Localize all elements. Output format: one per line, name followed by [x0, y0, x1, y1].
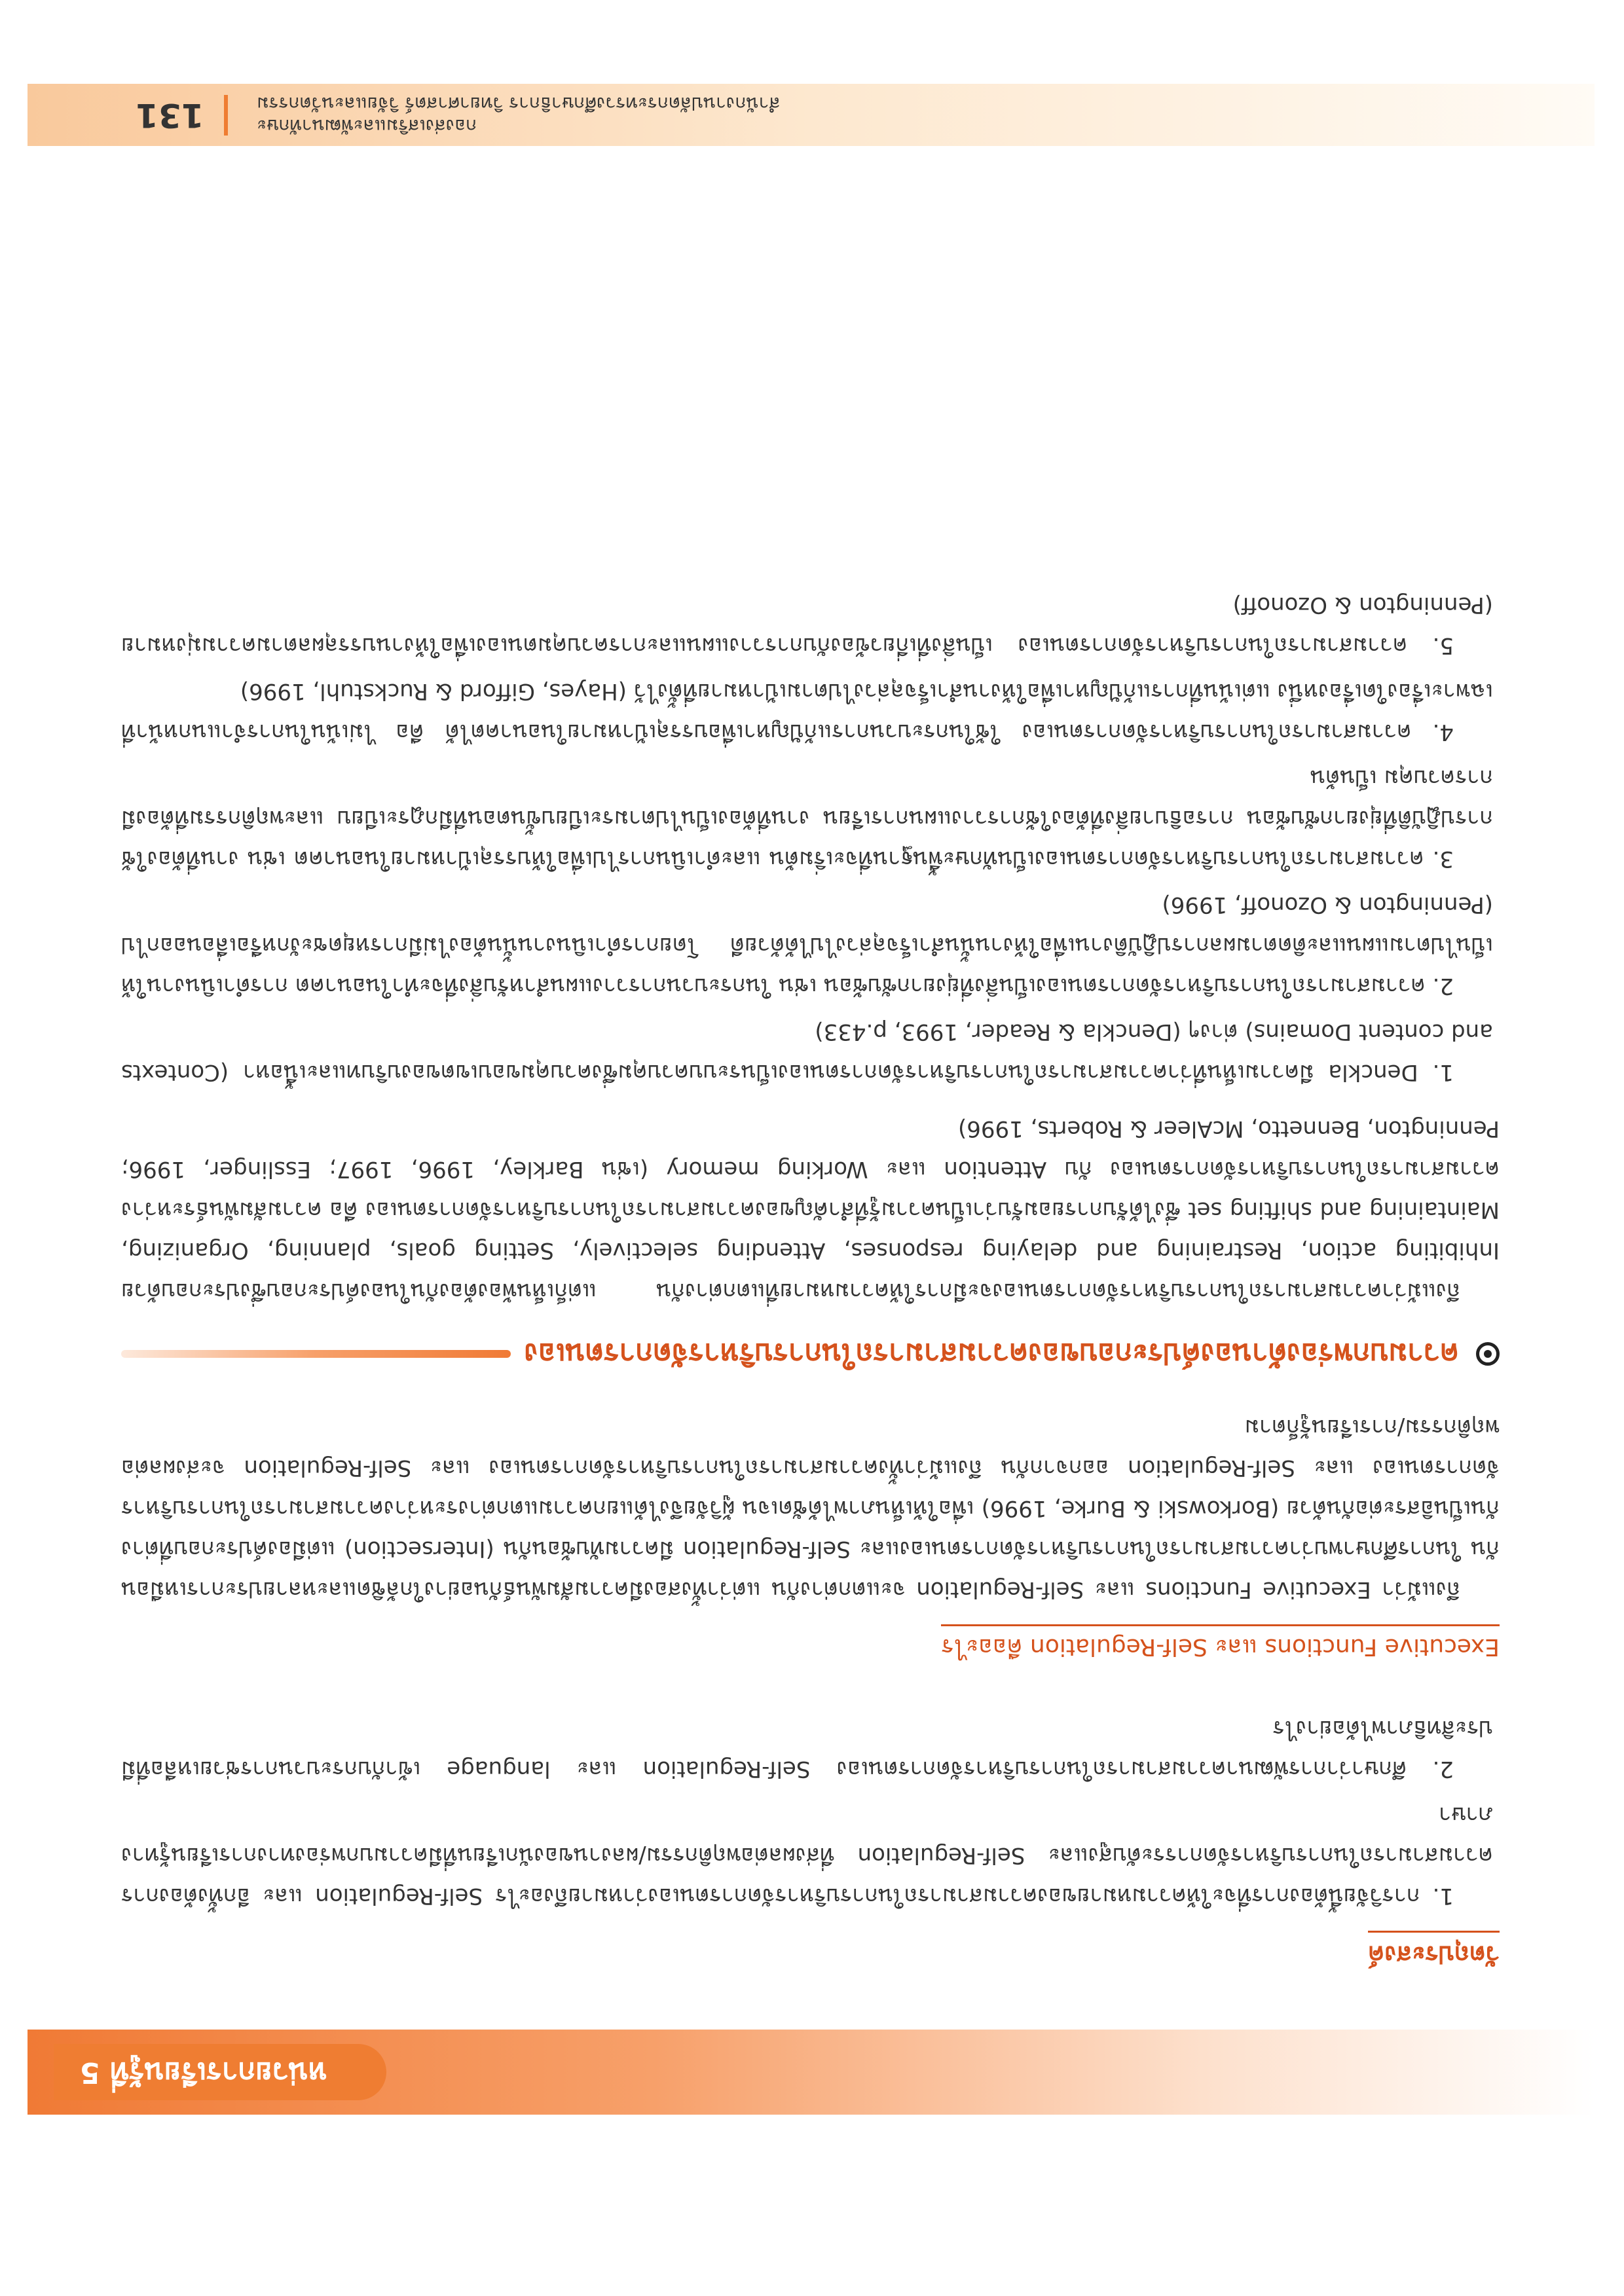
unit-title: หน่วยการเรียนรู้ที่ 5 [54, 2044, 386, 2100]
page-content [121, 562, 1500, 1975]
footer-line-2: สำนักงานปลัดกระทรวงศึกษาธิการ วิทยาศาสตร์ วิจัยและนวัตกรรม [257, 93, 781, 115]
list-item: 5. ความสามารถในการบริหารจัดการตนเอง เป็นสิ่งที่เกี่ยวข้องกับการวางแผนและการควบคุมตนเองเพื่อให้งานบรรลุผลตามความมุ่งหมาย (Pennington & Ozonoff) [121, 592, 1493, 659]
unit-banner [28, 2030, 1595, 2115]
objectives-list [121, 1708, 1500, 1916]
components-section-header [121, 1331, 1500, 1377]
list-item: 1. Denckla มีความเห็นที่ว่าความสามารถในการบริหารจัดการตนเองเป็นระบบควบคุมซึ่งควบคุมขอบเขตของบริบทและเนื้อหา (Contexts and content Domains) ต่างๆ (Denckla & Reader, 1993, p.433) [121, 1019, 1493, 1085]
components-list [121, 585, 1500, 1093]
footer-divider [224, 95, 228, 136]
footer-band [28, 84, 1595, 146]
objectives-heading: วัตถุประสงค์ [1368, 1931, 1500, 1975]
list-item: 2. ศึกษาว่าการพัฒนาความสามารถในการบริหารจัดการตนเอง Self-Regulation และ language เข้ากับกระบวนการช่วยเหลือที่มีประสิทธิภาพได้อย่างไร [121, 1715, 1493, 1782]
list-item: 1. การวิจัยนี้ต้องการที่จะให้ความหมายของความสามารถในการบริหารจัดการตนเองว่าหมายถึงอะไร Self-Regulation และ อีกทั้งต้องการความสามารถในการบริหารจัดการระดับสูงและ Self-Regulation ที่ส่งผลต่อพฤติกรรม/ผลงานของนักเรียนที่มีความบกพร่องทางการเรียนรู้ทางภาษา [121, 1802, 1493, 1909]
components-paragraph: ถึงแม้ว่าความสามารถในการบริหารจัดการตนเองจะมีการให้ความหมายที่แตกต่างกัน แต่ก็เห็นพ้องต้องกันในองค์ประกอบซึ่งประกอบด้วย Inhibiting action, Restraining and delaying responses, Attending selectively, Setting goals, planning, Organizing, Maintaining and shifting set ซึ่งได้รับการยอมรับว่าเป็นความรู้ที่สำคัญของความสามารถในการบริหารจัดการตนเอง คือ ความสัมพันธ์ระหว่างความสามารถในการบริหารจัดการตนเอง กับ Attention และ Working memory (เช่น Barkley, 1996, 1997; Esslinger, 1996; Pennington, Bennetto, McAleer & Roberts, 1996) [121, 1116, 1500, 1304]
target-bullet-icon [1476, 1342, 1500, 1366]
ef-subheading: Executive Functions และ Self-Regulation คืออะไร [941, 1624, 1500, 1666]
ef-paragraph: ถึงแม้ว่า Executive Functions และ Self-Regulation จะแตกต่างกัน แต่ว่าทั้งสองมีความสัมพันธ์กันอย่างใกล้ชิดและหลายประการเหมือนกัน ในการศึกษาพบว่าความสามารถในการบริหารจัดการตนเองและ Self-Regulation มีความทับซ้อนกัน (Intersection) แต่มีองค์ประกอบที่ต่างกันเป็นอิสระต่อกันด้วย (Borkowski & Burke, 1996) เพื่อให้เห็นภาพได้ชัดเจน ผู้วิจัยจึงได้แยกความแตกต่างระหว่างความสามารถในการบริหารจัดการตนเอง และ Self-Regulation ออกจากกัน ถึงแม้ว่าทั้งความสามารถในการบริหารจัดการตนเอง และ Self-Regulation จะส่งผลต่อพฤติกรรม/การเรียนรู้ก็ตาม [121, 1414, 1500, 1603]
page-number: 131 [136, 96, 204, 134]
footer-line-1: กองส่งเสริมและพัฒนาทักษะ [257, 115, 477, 137]
section-divider [121, 1350, 511, 1358]
list-item: 4. ความสามารถในการบริหารจัดการตนเอง ใช้ในกระบวนการแก้ปัญหาเพื่อบรรลุเป้าหมายในอนาคตได้ คือ ไม่เน้นในการจำแนกหน้าที่เฉพาะเรื่องใดเรื่องหนึ่ง แต่เน้นที่การแก้ปัญหาเพื่อให้งานสำเร็จลุล่วงไปตามเป้าหมายที่ตั้งไว้ (Hayes, Gifford & Ruckstuhl, 1996) [121, 678, 1493, 745]
components-title: ความบกพร่องด้านองค์ประกอบของความสามารถในการบริหารจัดการตนเอง [524, 1337, 1459, 1370]
list-item: 2. ความสามารถในการบริหารจัดการตนเองเป็นสิ่งที่ยุ่งยากซับซ้อน เช่น ในกระบวนการวางแผนสำหรับสิ่งที่จะทำในอนาคต การดำเนินงานให้เป็นไปตามแผนและติดตามผลการปฏิบัติงานเพื่อให้งานนั้นสำเร็จลุล่วงไปได้ด้วยดี โดยการดำเนินงานนั้นต้องไม่มีการหยุดชะงักหรือเลื่อนออกไป (Pennington & Ozonoff, 1996) [121, 892, 1493, 999]
list-item: 3. ความสามารถในการบริหารจัดการตนเองเป็นทักษะพื้นฐานที่จะเริ่มต้น และดำเนินการไปเพื่อให้บรรลุเป้าหมายในอนาคต เช่น งานที่ต้องใช้การปฏิบัติที่ยุ่งยากซับซ้อน การอธิบายสิ่งที่ต้องใช้การวางแผนการเรียน งานที่ต้องเป็นไปตามระเบียบขั้นตอนที่มีกฎระเบียบ และพฤติกรรมที่ต้องมีการควบคุม เป็นต้น [121, 765, 1493, 872]
footer-organization [257, 92, 780, 137]
